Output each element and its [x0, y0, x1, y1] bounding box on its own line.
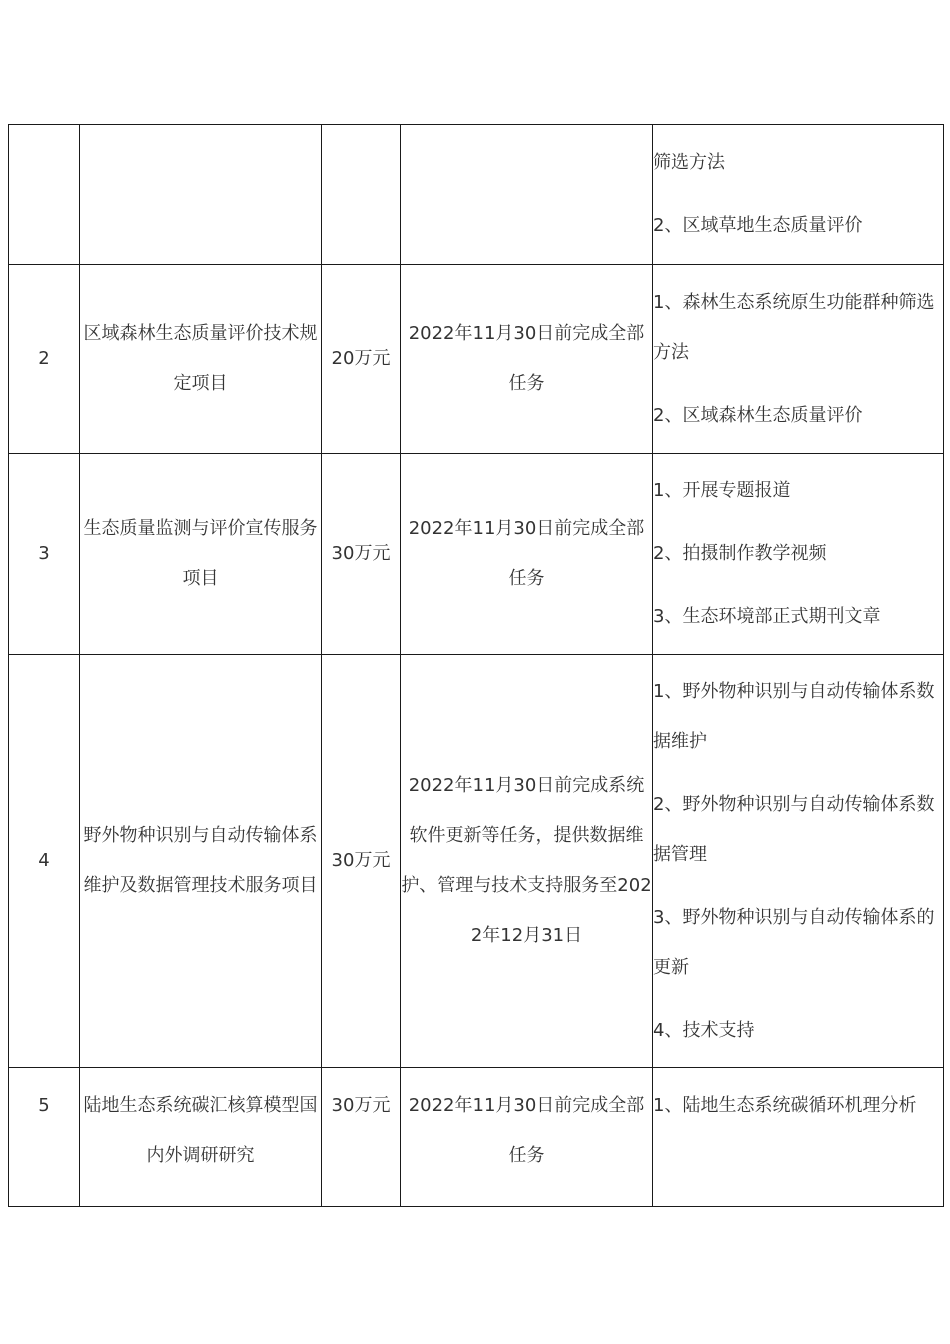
project-content [653, 655, 944, 1068]
content-item: 4、技术支持 [653, 1019, 755, 1041]
content-item: 3、野外物种识别与自动传输体系的更新 [653, 906, 935, 978]
table-row [9, 125, 944, 265]
project-deadline: 2022年11月30日前完成全部任务 [401, 454, 653, 655]
content-item: 筛选方法 [653, 152, 725, 173]
table-row [9, 454, 944, 655]
project-name: 野外物种识别与自动传输体系维护及数据管理技术服务项目 [80, 655, 322, 1068]
project-deadline [401, 125, 653, 265]
project-deadline: 2022年11月30日前完成系统软件更新等任务，提供数据维护、管理与技术支持服务至2022年12月31日 [401, 655, 653, 1068]
row-number: 2 [9, 265, 80, 454]
project-name [80, 125, 322, 265]
project-table [8, 124, 944, 1207]
project-content [653, 265, 944, 454]
project-deadline: 2022年11月30日前完成全部任务 [401, 265, 653, 454]
content-item: 2、拍摄制作教学视频 [653, 543, 827, 564]
project-name: 区域森林生态质量评价技术规定项目 [80, 265, 322, 454]
content-item: 2、野外物种识别与自动传输体系数据管理 [653, 793, 935, 865]
content-item: 3、生态环境部正式期刊文章 [653, 606, 881, 627]
project-amount: 30万元 [322, 454, 401, 655]
table-row [9, 265, 944, 454]
project-content [653, 125, 944, 265]
project-amount: 20万元 [322, 265, 401, 454]
row-number [9, 125, 80, 265]
project-name: 生态质量监测与评价宣传服务项目 [80, 454, 322, 655]
content-item: 1、开展专题报道 [653, 480, 791, 501]
table-row [9, 655, 944, 1068]
content-item: 1、野外物种识别与自动传输体系数据维护 [653, 680, 935, 752]
project-content [653, 1068, 944, 1207]
project-amount: 30万元 [322, 655, 401, 1068]
project-name: 陆地生态系统碳汇核算模型国内外调研研究 [80, 1068, 322, 1207]
project-deadline: 2022年11月30日前完成全部任务 [401, 1068, 653, 1207]
row-number: 5 [9, 1068, 80, 1207]
project-amount: 30万元 [322, 1068, 401, 1207]
content-item: 2、区域森林生态质量评价 [653, 404, 863, 426]
project-content [653, 454, 944, 655]
content-item: 1、森林生态系统原生功能群种筛选方法 [653, 291, 935, 363]
table-row [9, 1068, 944, 1207]
row-number: 4 [9, 655, 80, 1068]
content-item: 1、陆地生态系统碳循环机理分析 [653, 1095, 917, 1116]
row-number: 3 [9, 454, 80, 655]
project-amount [322, 125, 401, 265]
content-item: 2、区域草地生态质量评价 [653, 215, 863, 236]
